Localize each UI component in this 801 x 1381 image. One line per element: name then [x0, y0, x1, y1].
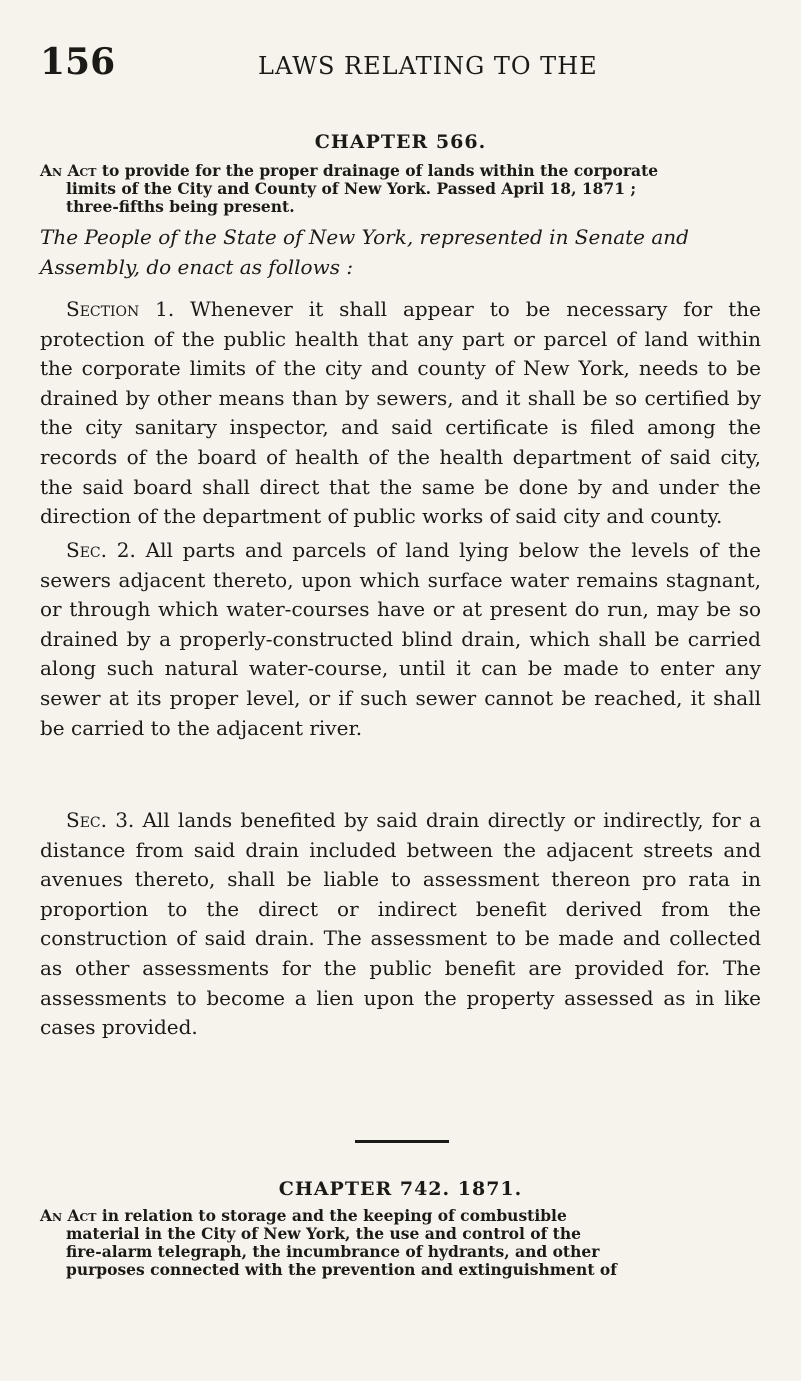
act2-text-line-4: purposes connected with the prevention and extinguishment of: [66, 1260, 617, 1279]
act2-text-line-2: material in the City of New York, the use and control of the: [66, 1224, 581, 1243]
section-1: [40, 295, 761, 532]
page-header: [40, 42, 761, 90]
section-2-text: 2. All parts and parcels of land lying below the levels of the sewers adjacent thereto, upon which surface water remains stagnant, or through which water-courses have or at present do run, may be so drained by a properly-constructed blind drain, which shall be carried along such natural water-course, until it can be made to enter any sewer at its proper level, or if such sewer cannot be reached, it shall be carried to the adjacent river.: [40, 538, 761, 740]
act-text-line-2: limits of the City and County of New York. Passed April 18, 1871 ;: [66, 179, 637, 198]
section-1-label: Section 1.: [66, 297, 175, 321]
act2-text-line-1: in relation to storage and the keeping of combustible: [96, 1206, 567, 1225]
enacting-clause: The People of the State of New York, represented in Senate and Assembly, do enact as follows :: [40, 225, 689, 279]
section-3-label: Sec.: [66, 808, 107, 832]
act-text-line-3: three-fifths being present.: [66, 197, 295, 216]
chapter-566-act-summary: [40, 162, 761, 216]
chapter-742-title: CHAPTER 742. 1871.: [278, 1178, 523, 1200]
act-text-line-1: to provide for the proper drainage of lands within the corporate: [96, 161, 659, 180]
act2-text-line-3: fire-alarm telegraph, the incumbrance of hydrants, and other: [66, 1242, 600, 1261]
section-3: [40, 806, 761, 1043]
page-number: 156: [40, 41, 116, 83]
section-3-text: 3. All lands benefited by said drain directly or indirectly, for a distance from said drain included between the adjacent streets and avenues thereto, shall be liable to assessment thereon pro rata in proportion to the direct or indirect benefit derived from the construction of said drain. The assessment to be made and collected as other assessments for the public benefit are provided for. The assessments to become a lien upon the property assessed as in like cases provided.: [40, 808, 761, 1040]
chapter-divider: [355, 1140, 449, 1143]
section-2-label: Sec.: [66, 538, 107, 562]
section-1-text: Whenever it shall appear to be necessary for the protection of the public health that any part or parcel of land within the corporate limits of the city and county of New York, needs to be drained by other means than by sewers, and it shall be so certified by the city sanitary inspector, and said certificate is filed among the records of the board of health of the health department of said city, the said board shall direct that the same be done by and under the direction of the department of public works of said city and county.: [40, 297, 761, 529]
running-head: LAWS RELATING TO THE: [258, 52, 598, 80]
act-label: An Act: [40, 161, 97, 180]
chapter-742-act-summary: [40, 1207, 761, 1279]
act-label-2: An Act: [40, 1206, 97, 1225]
section-2: [40, 536, 761, 743]
chapter-566-title: CHAPTER 566.: [314, 131, 487, 153]
